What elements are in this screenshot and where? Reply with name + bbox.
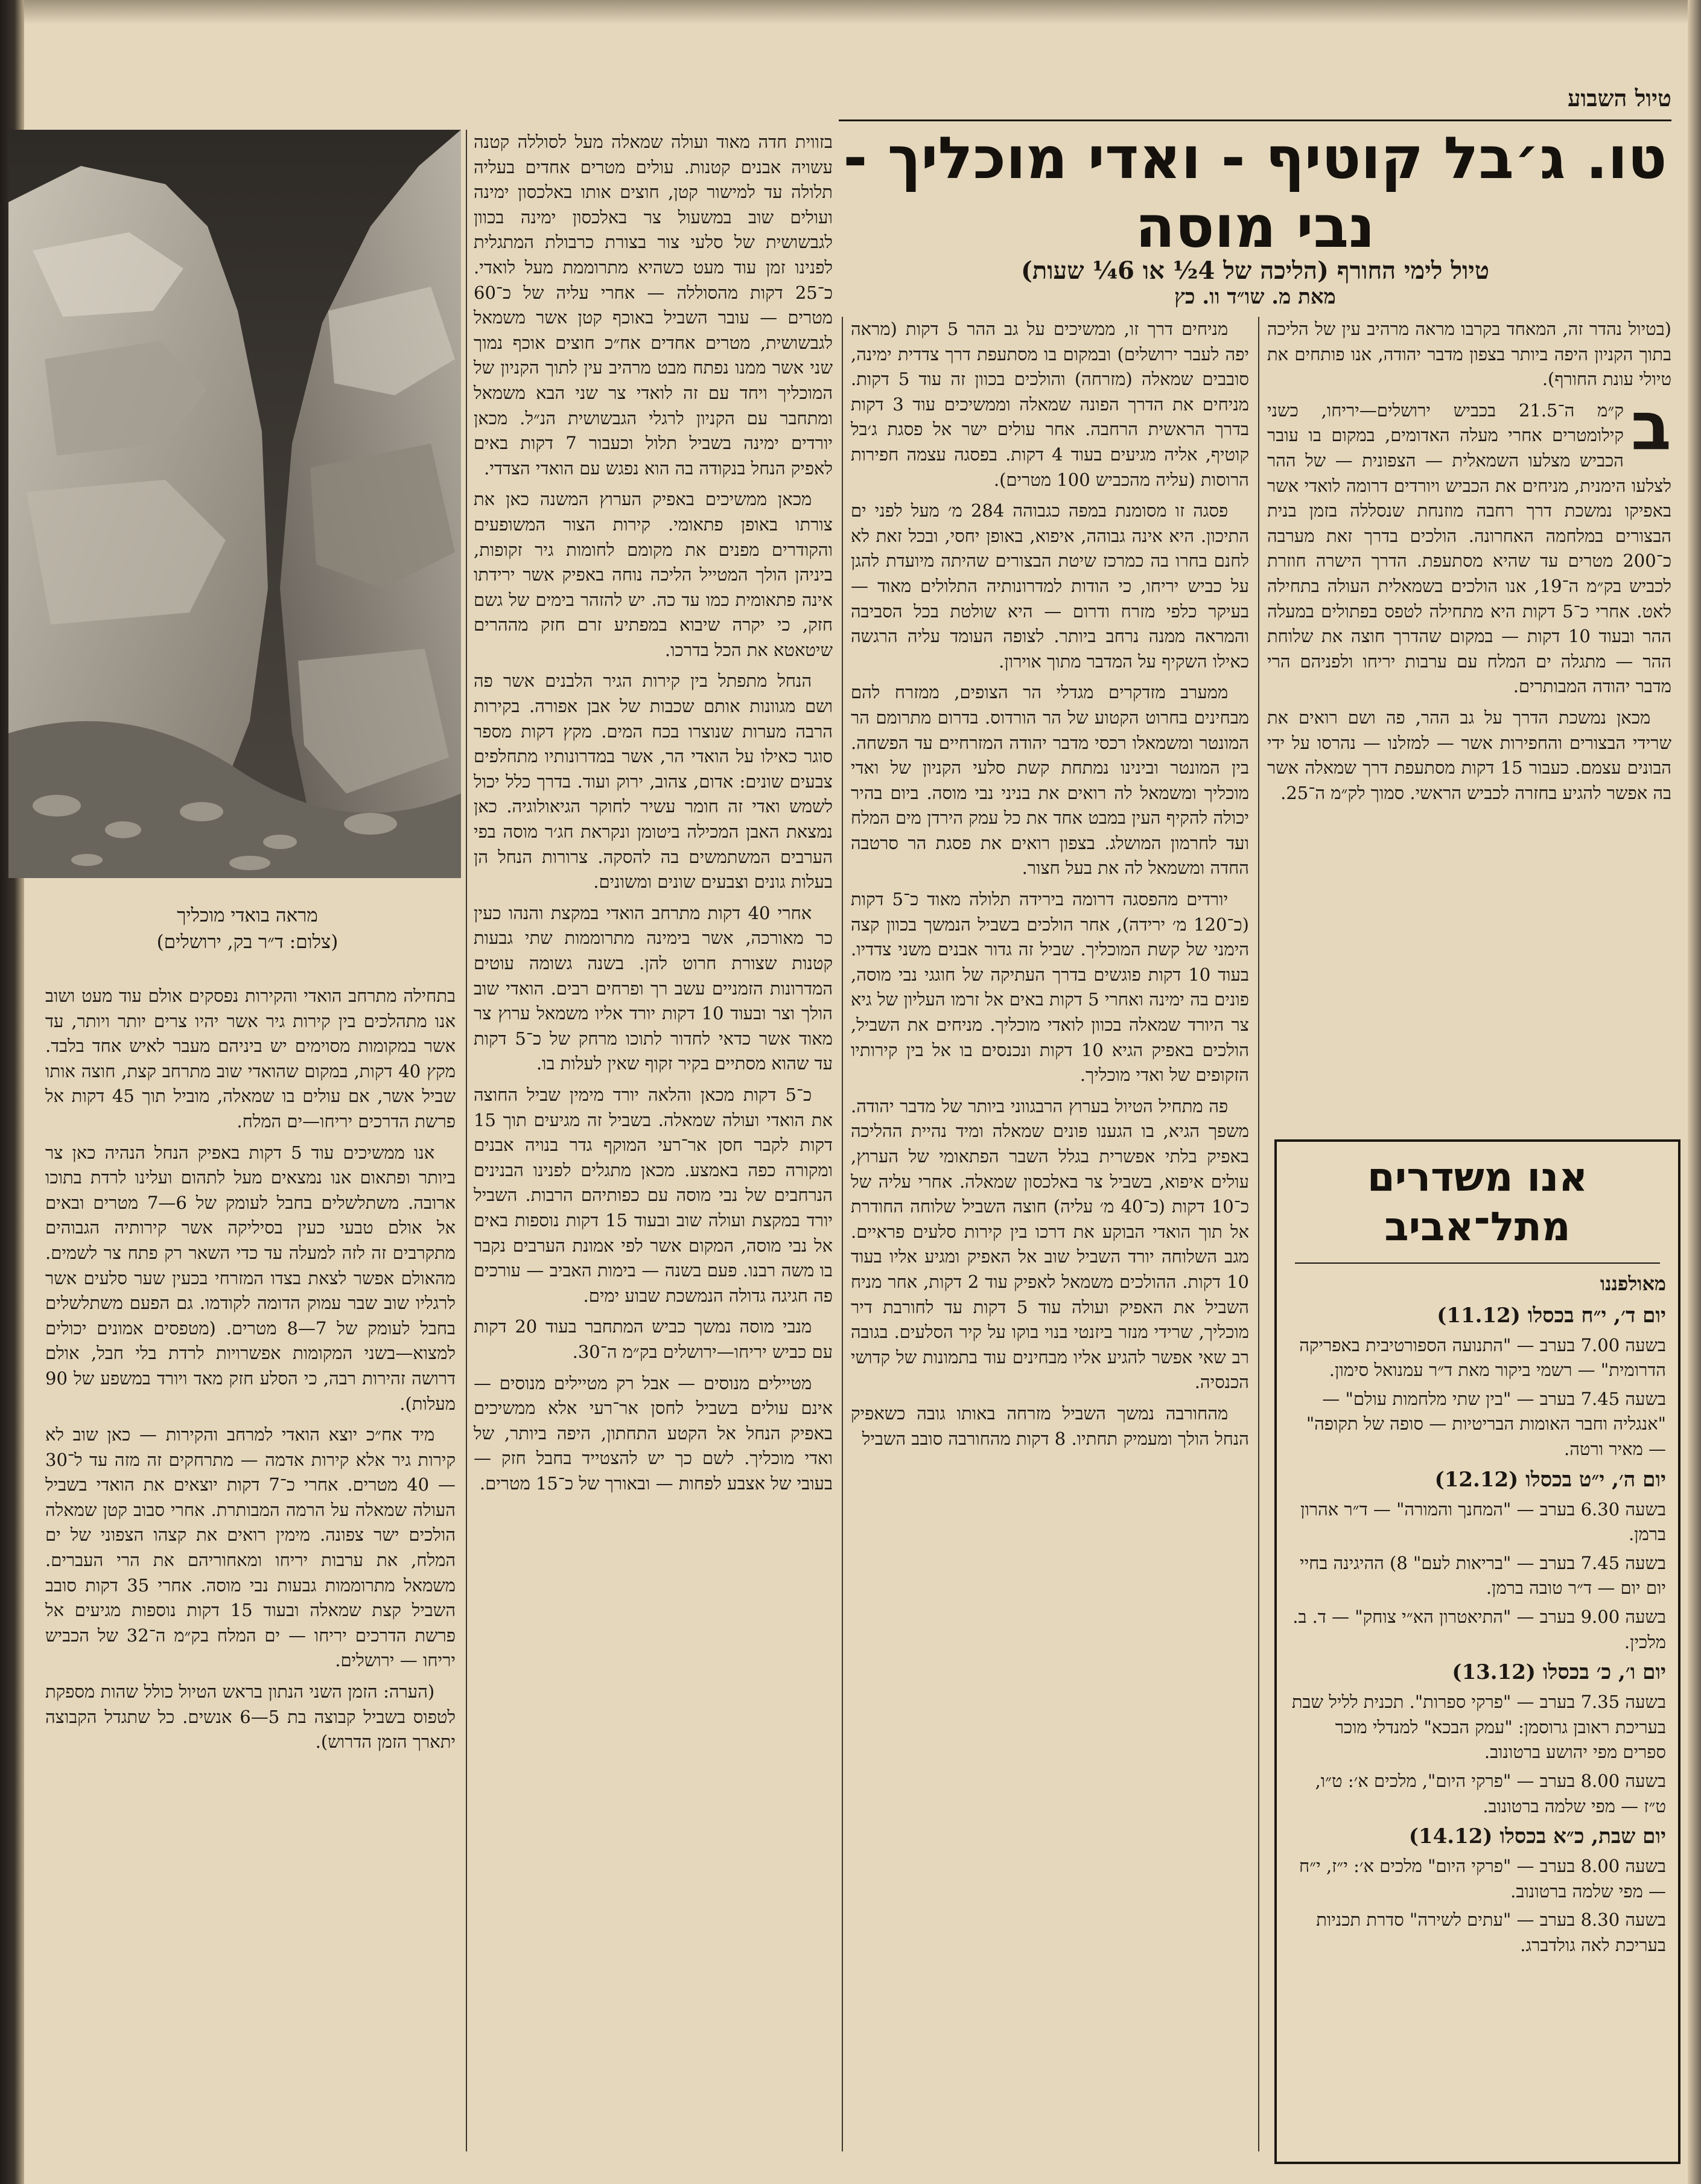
schedule-item: בשעה 6.30 בערב — "המחנך והמורה" — ד״ר אהרון ברמן. xyxy=(1300,1498,1666,1545)
paragraph: בתחילה מתרחב הואדי והקירות נפסקים אולם עוד מעט ושוב אנו מתהלכים בין קירות גיר אשר יהיו צרים יותר ויותר, עד אשר במקומות מסוימים יש ביניהם מעבר לאיש אחד בלבד. מקץ 40 דקות, במקום שהואדי שוב מתרחב קצת, חוצה אותו שביל אשר, אם עולים בו שמאלה, מוביל תוך 45 דקות אל פרשת הדרכים יריחו—ים המלח. xyxy=(45,985,456,1132)
top-shadow xyxy=(0,0,1701,24)
canyon-photo xyxy=(8,130,461,878)
schedule-item: בשעה 8.00 בערב — "פרקי היום", מלכים א׳: ט״ו, ט״ז — מפי שלמה ברטונוב. xyxy=(1315,1770,1666,1816)
schedule-item: בשעה 8.30 בערב — "עתים לשירה" סדרת תכניות בעריכת לאה גולדברג. xyxy=(1316,1909,1666,1955)
schedule-item: בשעה 7.45 בערב — "בריאות לעם" 8) ההיגינה בחיי יום יום — ד״ר טובה ברמן. xyxy=(1299,1552,1666,1599)
schedule-day: יום ה׳, י״ט בכסלו (12.12) xyxy=(1434,1467,1666,1492)
radio-box-title xyxy=(1277,1153,1678,1255)
caption-credit: (צלום: ד״ר בק, ירושלים) xyxy=(156,931,339,953)
page-edge xyxy=(1688,0,1701,2184)
paragraph-text: ק״מ ה־21.5 בכביש ירושלים—יריחו, כשני קילומטרים אחרי מעלה האדומים, במקום בו עובר הכביש מצלעו השמאלית — הצפונית — של ההר לצלעו הימנית, מניחים את הכביש ויורדים דרומה לואדי אשר באפיקו נמשכת דרך רחבה מוזנחת שנסללה בזמן בנית הבצורים במלחמה האחרונה. הולכים בדרך זאת מערבה כ־200 מטרים עד שהיא מסתעפת. הדרך הישרה חוזרת לכביש בק״מ ה־19, אנו הולכים בשמאלית העולה בתחילה לאט. אחרי כ־5 דקות היא מתחילה לטפס בפתולים במעלה ההר ובעוד 10 דקות — במקום שהדרך חוצה את שלוחת ההר — מתגלה ים המלח עם ערבות יריחו ולפניהם הרי מדבר יהודה המבותרים. xyxy=(1267,400,1671,697)
column-divider xyxy=(466,130,467,2151)
schedule-day: יום שבת, כ״א בכסלו (14.12) xyxy=(1408,1824,1666,1849)
article-subtitle: טיול לימי החורף (הליכה של 4½ או 6¼ שעות) xyxy=(1021,256,1489,285)
schedule-item: בשעה 8.00 בערב — "פרקי היום" מלכים א׳: י״ז, י״ח — מפי שלמה ברטונוב. xyxy=(1299,1856,1666,1902)
paragraph xyxy=(1267,387,1671,699)
paragraph: אנו ממשיכים עוד 5 דקות באפיק הנחל הנהיה כאן צר ביותר ופתאום אנו נמצאים מעל לתהום ועלינו לרדת בתוכו ארובה. משתלשלים בחבל לעומק של 6—7 מטרים ובאים אל אולם טבעי כעין בסיליקה אשר קירותיה הגבוהים מתקרבים זה לזה למעלה עד כדי השאר רק פתח צר לשמים. מהאולם אפשר לצאת בצדו המזרחי בכעין שער סלעים אשר לרגליו שוב שבר עמוק הדומה לקודמו. גם הפעם משתלשלים בחבל לעומק של 7—8 מטרים. (מטפסים אמונים יכולים למצוא—בשני המקומות אפשרויות לרדת בלי חבל, אולם דרושה זהירות רבה, כי הסלע חזק מאד ויורד במשפע של 90 מעלות). xyxy=(45,1142,456,1414)
article-column-1 xyxy=(1267,317,1671,1125)
intro-paragraph: (בטיול נהדר זה, המאחד בקרבו מראה מרהיב עין של הליכה בתוך הקניון היפה ביותר בצפון מדבר יהודה, אנו פותחים את טיולי עונת החורף). xyxy=(1267,319,1671,390)
article-column-4 xyxy=(45,984,456,2166)
headline-line-1: טו. ג׳בל קוטיף - ואדי מוכליך - xyxy=(843,124,1667,192)
schedule-item: בשעה 9.00 בערב — "התיאטרון הא״י צוחק" — ד. ב. מלכין. xyxy=(1292,1606,1666,1652)
schedule-day: יום ד׳, י״ח בכסלו (11.12) xyxy=(1437,1303,1666,1328)
paragraph: מכאן ממשיכים באפיק הערוץ המשנה כאן את צורתו באופן פתאומי. קירות הצור המשופעים והקודרים מפנים את מקומם לחומות גיר זקופות, ביניהן הולך המטייל הליכה נוחה באפיק אשר ירידתו אינה פתאומית כמו עד כה. יש להזהר בימים של גשם חזק, כי יקרה שיבוא במפתיע זרם חזק מההרים שיטאטא את הכל בדרכו. xyxy=(474,489,833,660)
paragraph: מטיילים מנוסים — אבל רק מטיילים מנוסים — אינם עולים בשביל לחסן אר־רעי אלא ממשיכים באפיק הנחל אל הקטע התחתון, היפה ביותר, של ואדי מוכליך. לשם כך יש להצטייד בחבל חזק — בעובי של אצבע לפחות — ובאורך של כ־15 מטרים. xyxy=(474,1372,833,1494)
column-divider xyxy=(1258,317,1259,2151)
paragraph: אחרי 40 דקות מתרחב הואדי במקצת והנהו כעין כר מאורכה, אשר בימינה מתרוממות שתי גבעות קטנות שצורת חרוט להן. בשנה גשומה עוטים המדרונות הזמניים עשב רך ופרחים רבים. הואדי שוב הולך וצר ובעוד 10 דקות יורד אליו משמאל ערוץ צר מאוד אשר כדאי לחדור לתוכו מרחק של כ־5 דקות עד שהוא מסתיים בקיר זקוף שאין לעלות בו. xyxy=(474,902,833,1074)
schedule-item: בשעה 7.35 בערב — "פרקי ספרות". תכנית לליל שבת בעריכת ראובן גרוסמן: "עמק הבכא" למנדלי מוכר ספרים מפי יהושע ברטונוב. xyxy=(1291,1692,1666,1763)
schedule-item: בשעה 7.00 בערב — "התנועה הספורטיבית באפריקה הדרומית" — רשמי ביקור מאת ד״ר עמנואל סימון. xyxy=(1299,1334,1666,1381)
schedule-item: בשעה 7.45 בערב — "בין שתי מלחמות עולם" — "אנגליה וחבר האומות הבריטיות — סופה של תקופה" — מאיר ורטה. xyxy=(1306,1388,1666,1459)
article-headline xyxy=(839,124,1671,263)
column-divider xyxy=(842,317,843,2151)
drop-cap: ב xyxy=(1630,387,1671,465)
header-rule xyxy=(839,119,1671,121)
photo-caption xyxy=(54,902,440,975)
paragraph: הנחל מתפתל בין קירות הגיר הלבנים אשר פה ושם מגוונות אותם שכבות של אבן אפורה. בקירות הרבה מערות שנוצרו בכח המים. מקץ דקות מספר סוגר כאילו על הואדי הר, אשר במדרונותיו מתחלפים צבעים שונים: אדום, צהוב, ירוק ועוד. בדרך כלל יכול לשמש ואדי זה חומר עשיר לחוקר הגיאולוגיה. כאן נמצאת האבן המכילה ביטומן ונקראת חג׳ר מוסה בפי הערבים המשתמשים בה להסקה. צרורות הנחל הן בעלות גונים וצבעים שונים ומשונים. xyxy=(474,670,833,893)
article-column-2 xyxy=(851,317,1249,2163)
radio-title-line-2: מתל־אביב xyxy=(1384,1203,1571,1250)
radio-box-rule xyxy=(1295,1262,1660,1264)
canyon-photo-icon xyxy=(8,130,461,878)
radio-schedule xyxy=(1289,1272,1666,2153)
note-paragraph: (הערה: הזמן השני הנתון בראש הטיול כולל שהות מספקת לטפוס בשביל קבוצה בת 5—6 אנשים. כל שתגדל הקבוצה יתארך הזמן הדרוש). xyxy=(45,1681,456,1753)
paragraph: מכאן נמשכת הדרך על גב ההר, פה ושם רואים את שרידי הבצורים והחפירות אשר — למזלנו — נהרסו על ידי הבונים עצמם. כעבור 15 דקות מסתעפת דרך שמאלה אשר בה אפשר להגיע בחזרה לכביש הראשי. סמוך לק״מ ה־25. xyxy=(1267,707,1671,803)
schedule-day: יום ו׳, כ׳ בכסלו (13.12) xyxy=(1452,1660,1666,1685)
paragraph: מניחים דרך זו, ממשיכים על גב ההר 5 דקות (מראה יפה לעבר ירושלים) ובמקום בו מסתעפת דרך צדדית ימינה, סובבים שמאלה (מזרחה) והולכים בכוון זה עוד 5 דקות. מניחים את הדרך הפונה שמאלה וממשיכים עוד 3 דקות בדרך הראשית הרחבה. אחר עולים ישר אל פסגת ג׳בל קוטיף, אליה מגיעים בעוד 4 דקות. בפסגה עצמה חפירות הרוסות (עליה מהכביש 100 מטרים). xyxy=(851,319,1249,490)
paragraph: ממערב מזדקרים מגדלי הר הצופים, ממזרח להם מבחינים בחרוט הקטוע של הר הורדוס. בדרום מתרומם הר המונטר ומשמאלו רכסי מדבר יהודה המזרחיים עד הפשחה. בין המונטר ובינינו נמתחת קשת סלעי הקניון של ואדי מוכליך ומשמאל לה רואים את בניני נבי מוסה. ביום בהיר יכולה להקיף העין במבט אחד את כל עמק הירדן מים המלח ועד לחרמון המושלג. בצפון רואים את פסגת הר סרטבה החדה ומשמאל לה את בעל חצור. xyxy=(851,682,1249,879)
paragraph: פסגה זו מסומנת במפה כגבוהה 284 מ׳ מעל לפני ים התיכון. היא אינה גבוהה, איפוא, באופן יחסי, ובכל זאת לא לחנם בחרו בה כמרכז שיטת הבצורים שהיתה מיועדת להגן על כביש יריחו, כי הודות למדרונותיה התלולים מאוד — בעיקר כלפי מזרח ודרום — היא שולטת בכל הסביבה והמראה ממנה נרחב ביותר. לצופה העומד עליה הרגשה כאילו השקיף על המדבר מתוך אוירון. xyxy=(851,500,1249,672)
article-byline: מאת מ. שו״ד וו. כץ xyxy=(1174,285,1336,309)
paragraph: יורדים מהפסגה דרומה בירידה תלולה מאוד כ־5 דקות (כ־120 מ׳ ירידה), אחר הולכים בשביל הנמשך בכוון קצה הימני של קשת המוכליך. שביל זה גדור אבנים משני צדדיו. בעוד 10 דקות פוגשים בדרך העתיקה של חוגגי נבי מוסה, פונים בה ימינה ואחרי 5 דקות באים אל זרמו העליון של גיא צר היורד שמאלה בכוון לואדי מוכליך. מניחים את השביל, הולכים באפיק הגיא 10 דקות ונכנסים בו אל בין קירותיו הזקופים של ואדי מוכליך. xyxy=(851,889,1249,1086)
caption-title: מראה בואדי מוכליך xyxy=(177,905,318,926)
series-label: טיול השבוע xyxy=(1568,84,1671,112)
radio-studio-label: מאולפננו xyxy=(1600,1272,1666,1295)
radio-title-line-1: אנו משדרים xyxy=(1367,1154,1588,1200)
paragraph: פה מתחיל הטיול בערוץ הרבגווני ביותר של מדבר יהודה. משפך הגיא, בו הגענו פונים שמאלה ומיד נהיית ההליכה באפיק בלתי אפשרית בגלל השבר הפתאומי של הערוץ, עולים איפוא, בשביל צר באלכסון שמאלה. אחרי עליה של כ־10 דקות (כ־40 מ׳ עליה) חוצה השביל שלוחה החודרת אל תוך הואדי הבוקע את דרכו בין קירות סלעים פראיים. מגב השלוחה יורד השביל שוב אל האפיק ומגיע אליו בעוד 10 דקות. ההולכים משמאל לאפיק עוד 2 דקות, אחר מניח השביל את האפיק ועולה עוד 5 דקות עד לחורבת דיר מוכליך, שרידי מנזר ביזנטי בנוי בוקו על קיר הסלעים. בגובה רב שאי אפשר להגיע אליו מבחינים עוד בתמונות של קדושי הכנסיה. xyxy=(851,1095,1249,1393)
paragraph: מהחורבה נמשך השביל מזרחה באותו גובה כשאפיק הנחל הולך ומעמיק תחתיו. 8 דקות מהחורבה סובב השביל xyxy=(851,1402,1249,1449)
article-column-3 xyxy=(474,130,833,2163)
paragraph: מנבי מוסה נמשך כביש המתחבר בעוד 20 דקות עם כביש יריחו—ירושלים בק״מ ה־30. xyxy=(474,1316,833,1362)
paragraph: בזווית חדה מאוד ועולה שמאלה מעל לסוללה קטנה עשויה אבנים קטנות. עולים מטרים אחדים בעליה תלולה עד למישור קטן, חוצים אותו באלכסון ימינה ועולים שוב במשעול צר באלכסון ימינה בכוון לגבשושית של סלעי צור בצורת כרבולת המתגלית לפנינו זמן עוד מעט כשהיא מתרוממת מעל לואדי. כ־25 דקות מהסוללה — אחרי עליה של כ־60 מטרים — עובר השביל באוכף קטן אשר משמאל לגבשושית, מטרים אחדים אח״כ חוצים אוכף נמוך שני אשר ממנו נפתח מבט מרהיב עין לתוך הקניון של המוכליך ויחד עם זה לואדי צר שני הבא משמאל ומתחבר עם הקניון לרגלי הגבשושית הנ״ל. מכאן יורדים ימינה בשביל תלול וכעבור 7 דקות באים לאפיק הנחל בנקודה בה הוא נפגש עם הואדי הצדדי. xyxy=(474,132,833,479)
paragraph: כ־5 דקות מכאן והלאה יורד מימין שביל החוצה את הואדי ועולה שמאלה. בשביל זה מגיעים תוך 15 דקות לקבר חסן אר־רעי המוקף גדר בנויה אבנים ומקורה כפה באמצע. מכאן מתגלים לפנינו הבנינים הנרחבים של נבי מוסה עם כפותיהם הרבות. השביל יורד במקצת ועולה שוב ובעוד 15 דקות נוספות באים אל נבי מוסה, המקום אשר לפי אמונת הערבים נקבר בו משה רבנו. פעם בשנה — בימות האביב — עורכים פה חגיגה גדולה הנמשכת שבוע ימים. xyxy=(474,1084,833,1306)
paragraph: מיד אח״כ יוצא הואדי למרחב והקירות — כאן שוב לא קירות גיר אלא קירות אדמה — מתרחקים זה מזה עד ל־30 — 40 מטרים. אחרי כ־7 דקות יוצאים את הואדי בשביל העולה שמאלה על הרמה המבותרת. אחרי סבוב קטן שמאלה הולכים ישר צפונה. מימין רואים את קצהו הצפוני של ים המלח, את ערבות יריחו ומאחוריהם את הרי העברים. משמאל מתרוממות גבעות נבי מוסה. אחרי 35 דקות סובב השביל קצת שמאלה ובעוד 15 דקות נוספות מגיעים אל פרשת הדרכים יריחו — ים המלח בק״מ ה־32 של הכביש יריחו — ירושלים. xyxy=(45,1424,456,1671)
radio-schedule-box xyxy=(1274,1139,1680,2164)
headline-line-2: נבי מוסה xyxy=(1135,193,1375,261)
